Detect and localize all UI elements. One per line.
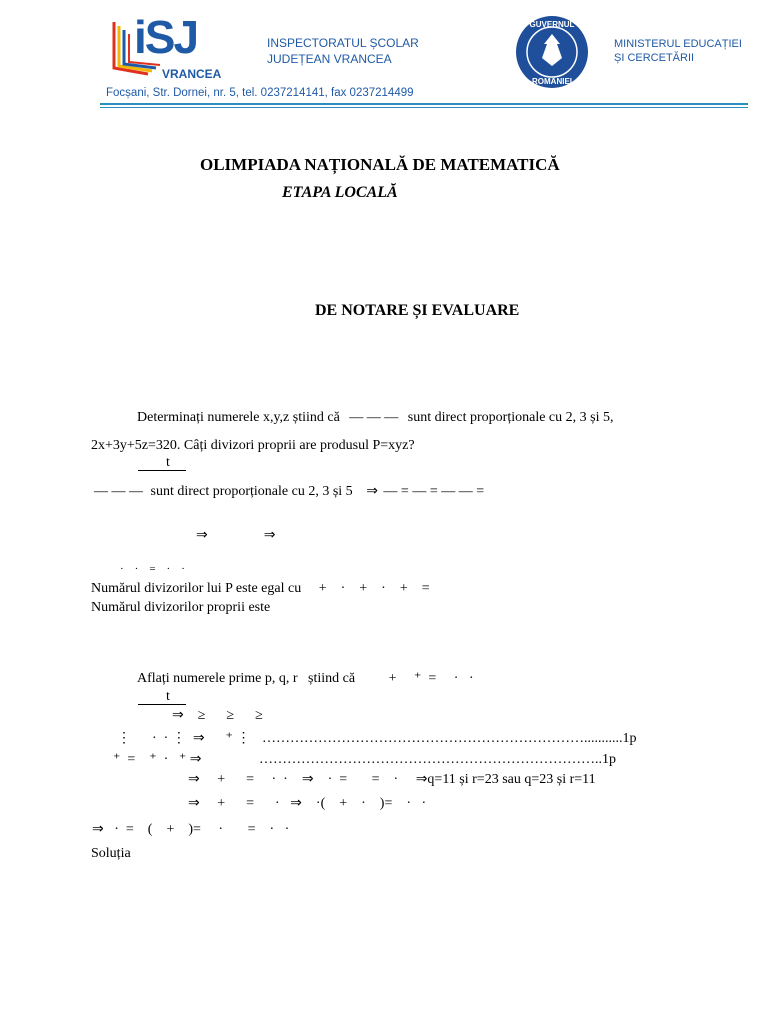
problem-2-line-2 — [117, 730, 636, 747]
problem-1-line-a-tail: — = — = — — = — [383, 484, 485, 499]
implies-icon: ⇒ — [366, 484, 378, 499]
problem-1-line-c: · · = · · — [120, 563, 185, 575]
problem-2-line-5: ⇒ + = · ⇒ ·( + · )= · · — [188, 796, 427, 811]
problem-2-line-4: ⇒ + = · · ⇒ · = = · ⇒q=11 și r=23 sau q=23 și r=11 — [188, 772, 596, 787]
problem-1-marker: t — [166, 455, 170, 470]
svg-text:ROMÂNIEI: ROMÂNIEI — [532, 77, 572, 86]
problem-1-line-d-tail: + · + · + = — [318, 581, 430, 596]
problem-1-line-a — [94, 483, 484, 500]
problem-1-line-a-text: sunt direct proporționale cu 2, 3 și 5 — [150, 484, 353, 499]
problem-1-line-d — [91, 581, 430, 597]
problem-2-line-3 — [113, 751, 616, 768]
problem-1-line-d-text: Numărul divizorilor lui P este egal cu — [91, 581, 302, 596]
stage-title: ETAPA LOCALĂ — [282, 184, 398, 201]
problem-2-statement — [137, 670, 474, 687]
ministry-line-2: ȘI CERCETĂRII — [614, 52, 695, 64]
svg-text:GUVERNUL: GUVERNUL — [529, 20, 575, 29]
problem-2-line-3-dots: ………………………………………………………………..1p — [258, 752, 616, 767]
problem-2-statement-text: Aflați numerele prime p, q, r știind că — [137, 671, 356, 686]
problem-1-line-b: ⇒ ⇒ — [196, 528, 276, 543]
problem-2-marker-rule — [138, 704, 186, 705]
problem-2-marker: t — [166, 689, 170, 704]
page-title: OLIMPIADA NAȚIONALĂ DE MATEMATICĂ — [200, 155, 560, 174]
problem-1-line-a-dashes: — — — — [94, 484, 143, 499]
problem-1-statement-text-b: sunt direct proporționale cu 2, 3 și 5, — [407, 410, 614, 425]
problem-2-line-6: ⇒ · = ( + )= · = · · — [92, 822, 290, 837]
problem-1-statement — [137, 410, 613, 426]
header-rule-thick — [100, 103, 748, 105]
problem-2-line-7: Soluția — [91, 846, 131, 861]
institution-line-1: INSPECTORATUL ȘCOLAR — [267, 36, 419, 50]
problem-1-marker-rule — [138, 470, 186, 471]
problem-1-statement-text: Determinați numerele x,y,z știind că — [137, 410, 340, 425]
isj-logo-text: iSJ — [134, 11, 198, 63]
header-rule-thin — [100, 107, 748, 108]
problem-2-statement-tail: + ⁺ = · · — [388, 671, 474, 686]
institution-line-2: JUDEȚEAN VRANCEA — [267, 52, 392, 66]
government-seal-icon — [514, 14, 590, 90]
problem-2-line-2-dots: ……………………………………………………………...........1p — [261, 731, 637, 746]
problem-1-statement-2: 2x+3y+5z=320. Câți divizori proprii are produsul P=xyz? — [91, 438, 415, 453]
address-line: Focșani, Str. Dornei, nr. 5, tel. 0237214141, fax 0237214499 — [106, 87, 414, 99]
problem-2-line-1: ⇒ ≥ ≥ ≥ — [172, 708, 263, 723]
government-seal — [514, 14, 590, 90]
problem-1-statement-dashes: — — — — [349, 410, 399, 425]
problem-1-line-e: Numărul divizorilor proprii este — [91, 600, 271, 615]
isj-logo-subtitle: VRANCEA — [162, 67, 222, 81]
ministry-line-1: MINISTERUL EDUCAȚIEI — [614, 38, 742, 50]
problem-2-line-2-math: ⋮ · · ⋮ ⇒ ⁺ ⋮ — [117, 731, 251, 746]
section-title: DE NOTARE ȘI EVALUARE — [315, 302, 520, 319]
problem-2-line-3-math: ⁺ = ⁺ · ⁺ ⇒ — [113, 752, 202, 767]
